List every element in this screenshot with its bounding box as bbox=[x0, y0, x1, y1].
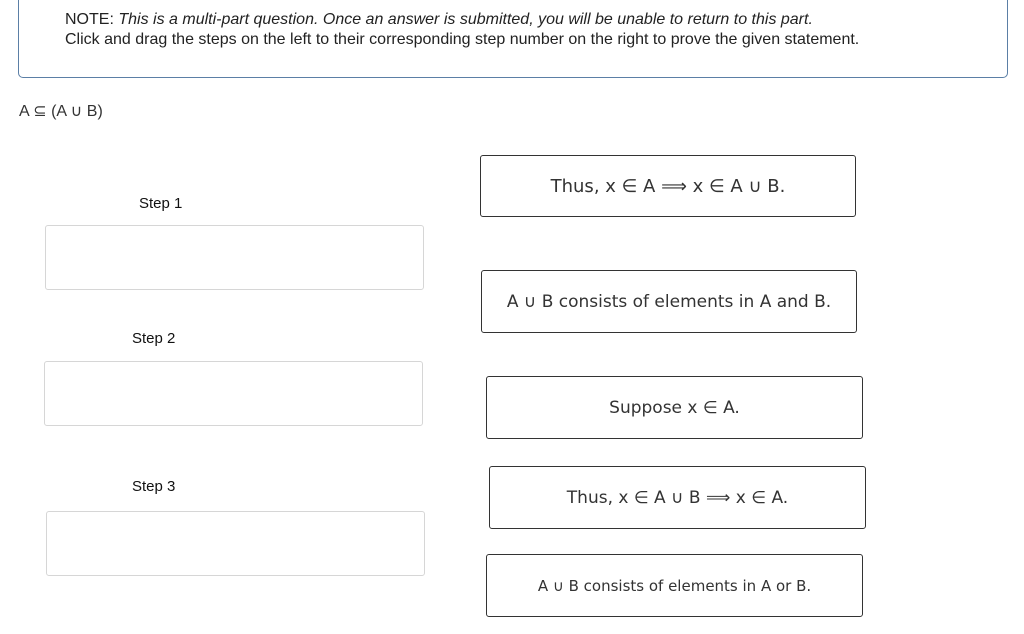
step-3-label: Step 3 bbox=[132, 478, 176, 495]
note-text bbox=[65, 11, 813, 29]
draggable-option-1[interactable] bbox=[480, 155, 856, 217]
option-1-text: Thus, x ∈ A ⟹ x ∈ A ∪ B. bbox=[550, 175, 786, 197]
option-2-text: A ∪ B consists of elements in A and B. bbox=[506, 291, 832, 312]
draggable-option-5[interactable] bbox=[486, 554, 863, 617]
step-2-label: Step 2 bbox=[132, 330, 176, 347]
given-statement: A ⊆ (A ∪ B) bbox=[19, 103, 103, 120]
note-panel bbox=[18, 0, 1008, 78]
note-warning: This is a multi-part question. Once an answer is submitted, you will be unable to return to this part. bbox=[118, 11, 813, 28]
draggable-option-4[interactable] bbox=[489, 466, 866, 529]
draggable-option-2[interactable] bbox=[481, 270, 857, 333]
step-1-drop-zone[interactable] bbox=[45, 225, 424, 290]
note-prefix: NOTE: bbox=[65, 11, 119, 28]
instruction-text: Click and drag the steps on the left to their corresponding step number on the right to prove the given statement. bbox=[65, 31, 860, 48]
step-2-drop-zone[interactable] bbox=[44, 361, 423, 426]
draggable-option-3[interactable] bbox=[486, 376, 863, 439]
option-4-text: Thus, x ∈ A ∪ B ⟹ x ∈ A. bbox=[566, 487, 789, 508]
step-3-drop-zone[interactable] bbox=[46, 511, 425, 576]
option-5-text: A ∪ B consists of elements in A or B. bbox=[537, 576, 812, 595]
option-3-text: Suppose x ∈ A. bbox=[609, 397, 740, 418]
step-1-label: Step 1 bbox=[139, 195, 183, 212]
